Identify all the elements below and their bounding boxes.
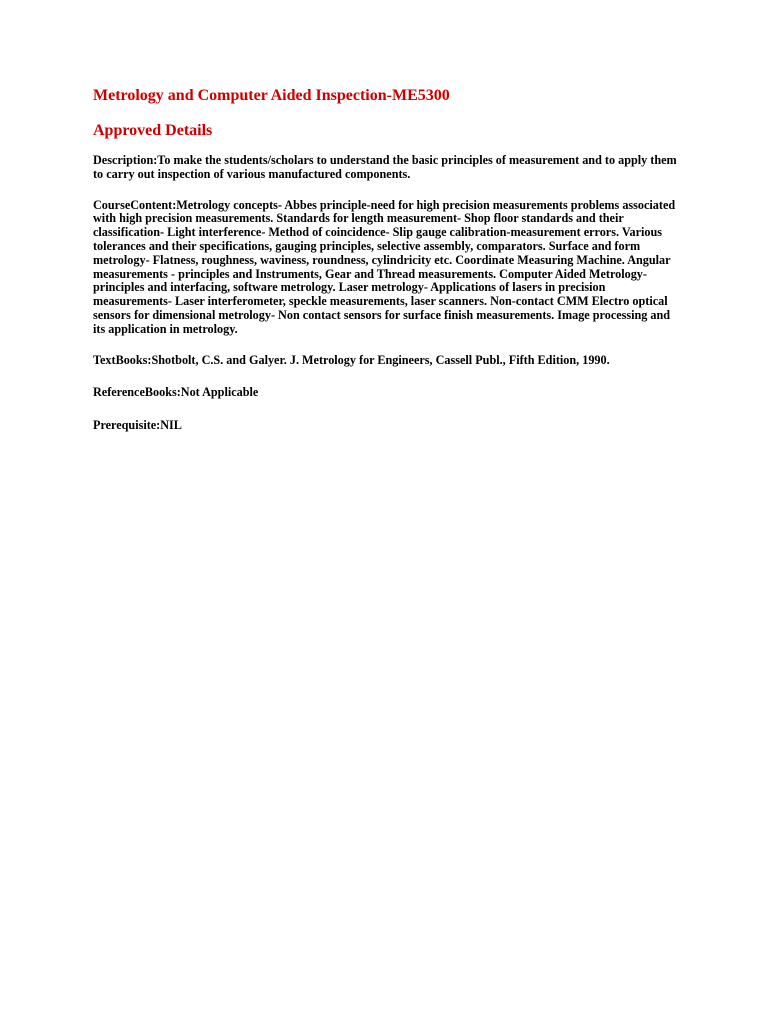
description-paragraph: Description:To make the students/scholars to understand the basic principles of measurement and to apply them to carry out inspection of various manufactured components. [93,153,677,181]
reference-books-paragraph: ReferenceBooks:Not Applicable [93,385,259,400]
prerequisite-paragraph: Prerequisite:NIL [93,418,182,433]
course-content-paragraph: CourseContent:Metrology concepts- Abbes principle-need for high precision measurements problems associated with high precision measurements. Standards for length measurement- Shop floor standards and their classification- Light interference- Method of coincidence- Slip gauge calibration-measurement errors. Various tolerances and their specifications, gauging principles, selective assembly, comparators. Surface and form metrology- Flatness, roughness, waviness, roundness, cylindricity etc. Coordinate Measuring Machine. Angular measurements - principles and Instruments, Gear and Thread measurements. Computer Aided Metrology- principles and interfacing, software metrology. Laser metrology- Applications of lasers in precision measurements- Laser interferometer, speckle measurements, laser scanners. Non-contact CMM Electro optical sensors for dimensional metrology- Non contact sensors for surface finish measurements. Image processing and its application in metrology. [93,197,676,336]
document-page [93,86,683,433]
section-heading-approved-details: Approved Details [93,122,213,139]
page-title: Metrology and Computer Aided Inspection-ME5300 [93,87,450,104]
text-books-paragraph: TextBooks:Shotbolt, C.S. and Galyer. J. Metrology for Engineers, Cassell Publ., Fifth Edition, 1990. [93,352,610,367]
